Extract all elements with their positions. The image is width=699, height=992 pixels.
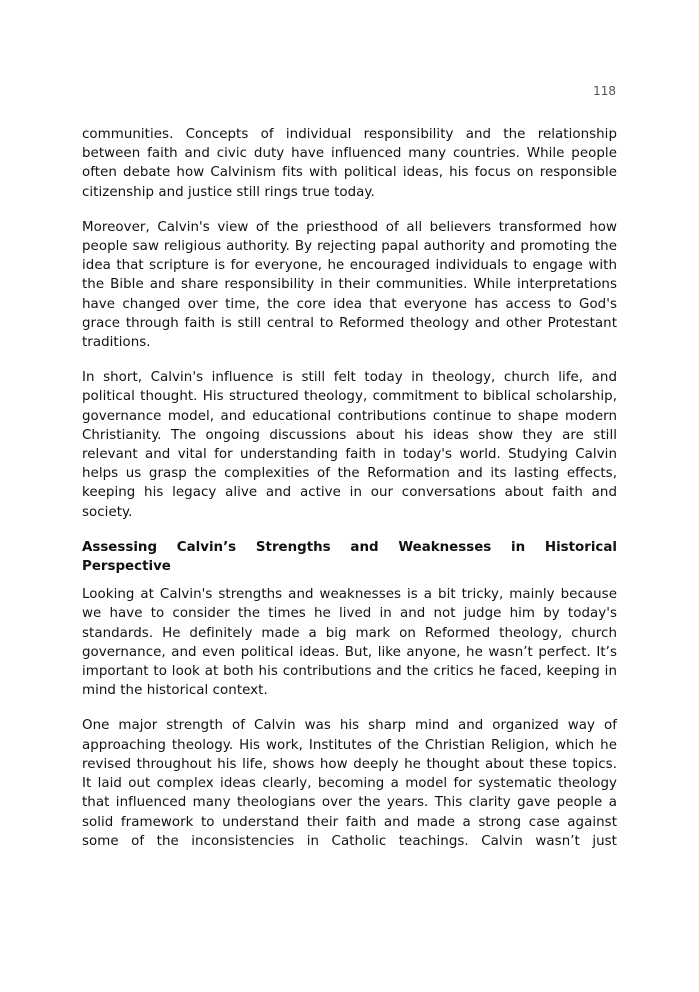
body-paragraph: In short, Calvin's influence is still felt today in theology, church life, and political thought. His structured theology, commitment to biblical scholarship, governance model, and educational contributions continue to shape modern Christianity. The ongoing discussions about his ideas show they are still relevant and vital for understanding faith in today's world. Studying Calvin helps us grasp the complexities of the Reformation and its lasting effects, keeping his legacy alive and active in our conversations about faith and society. — [82, 370, 617, 520]
page-body — [82, 125, 617, 867]
body-paragraph: Looking at Calvin's strengths and weaknesses is a bit tricky, mainly because we have to consider the times he lived in and not judge him by today's standards. He definitely made a big mark on Reformed theology, church governance, and even political ideas. But, like anyone, he wasn’t perfect. It’s important to look at both his contributions and the critics he faced, keeping in mind the historical context. — [82, 587, 617, 699]
section-heading: Assessing Calvin’s Strengths and Weaknesses in Historical Perspective — [82, 539, 617, 575]
page-number: 118 — [593, 84, 616, 98]
body-paragraph: Moreover, Calvin's view of the priesthood of all believers transformed how people saw religious authority. By rejecting papal authority and promoting the idea that scripture is for everyone, he encouraged individuals to engage with the Bible and share responsibility in their communities. While interpretations have changed over time, the core idea that everyone has access to God's grace through faith is still central to Reformed theology and other Protestant traditions. — [82, 219, 617, 351]
body-paragraph: communities. Concepts of individual responsibility and the relationship between faith and civic duty have influenced many countries. While people often debate how Calvinism fits with political ideas, his focus on responsible citizenship and justice still rings true today. — [82, 127, 617, 200]
body-paragraph-last: One major strength of Calvin was his sharp mind and organized way of approaching theology. His work, Institutes of the Christian Religion, which he revised throughout his life, shows how deeply he thought about these topics. It laid out complex ideas clearly, becoming a model for systematic theology that influenced many theologians over the years. This clarity gave people a solid framework to understand their faith and made a strong case against some of the inconsistencies in Catholic teachings. Calvin wasn’t just — [82, 718, 617, 849]
